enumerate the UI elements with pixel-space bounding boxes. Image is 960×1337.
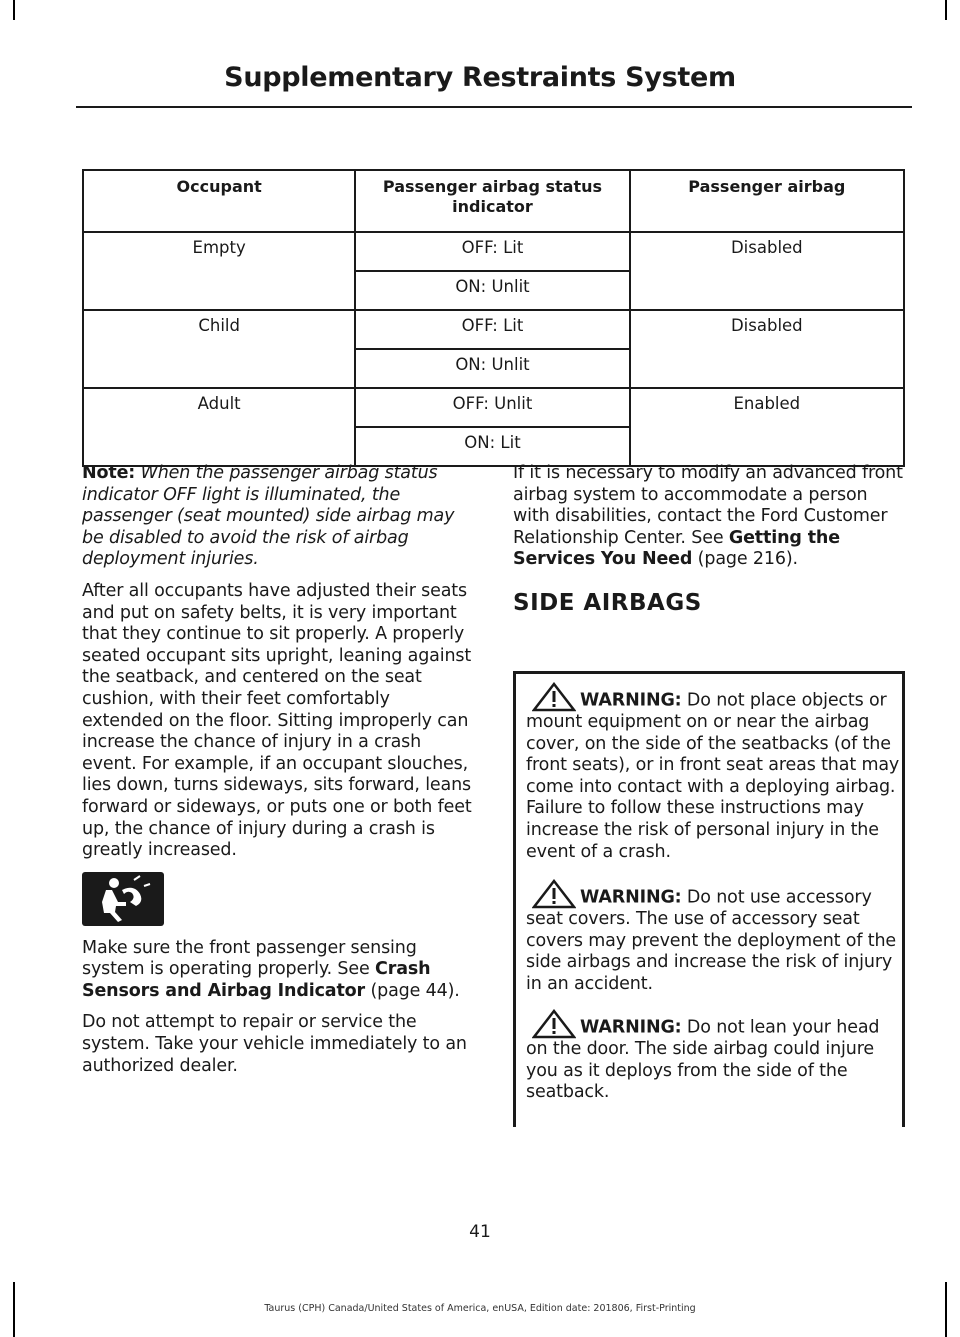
- note-paragraph: [82, 463, 474, 571]
- warning-text: Do not use accessory seat covers. The use of accessory seat covers may prevent the deployment of the side airbags and increase the risk of injury in an accident.: [526, 887, 897, 994]
- footer-text: Taurus (CPH) Canada/United States of America, enUSA, Edition date: 201806, First-Printing: [264, 1303, 696, 1314]
- warning-item: [526, 879, 901, 995]
- crash-sensors-link[interactable]: Crash Sensors and Airbag Indicator: [82, 959, 431, 1001]
- cell-occupant: Adult: [83, 388, 355, 466]
- cell-airbag: Disabled: [630, 232, 904, 310]
- column-header-airbag: Passenger airbag: [630, 170, 904, 232]
- airbag-indicator-icon: [82, 872, 164, 926]
- text-span: (page 44).: [365, 980, 460, 1001]
- cell-airbag: Enabled: [630, 388, 904, 466]
- note-label: Note:: [82, 463, 136, 483]
- table-row: [83, 388, 904, 427]
- warning-text: Do not place objects or mount equipment on or near the airbag cover, on the side of the seatbacks (of the front seats), or in front seat areas that may come into contact with a deploying airbag. Failure to follow these instructions may increase the risk of personal injury in the event of a crash.: [526, 690, 900, 862]
- warning-label: WARNING:: [580, 887, 682, 908]
- body-paragraph: After all occupants have adjusted their seats and put on safety belts, it is very important that they continue to sit properly. A properly seated occupant sits upright, leaning against the seatback, and centered on the seat cushion, with their feet comfortably extended on the floor. Sitting improperly can increase the chance of injury in a crash event. For example, if an occupant slouches, lies down, turns sideways, sits forward, leans forward or sideways, or puts one or both feet up, the chance of injury during a crash is greatly increased.: [82, 580, 472, 861]
- left-column: [82, 463, 474, 1087]
- airbag-person-icon: [82, 872, 164, 926]
- cell-indicator: OFF: Lit: [355, 310, 629, 349]
- warning-label: WARNING:: [580, 1017, 682, 1038]
- warning-triangle-icon: [532, 1009, 576, 1039]
- cell-occupant: Empty: [83, 232, 355, 310]
- table-row: [83, 232, 904, 271]
- page-number: 41: [469, 1222, 491, 1242]
- warning-triangle-icon: [532, 682, 576, 712]
- right-column: [513, 463, 905, 639]
- cell-occupant: Child: [83, 310, 355, 388]
- page-title: Supplementary Restraints System: [224, 62, 736, 93]
- section-heading: SIDE AIRBAGS: [513, 589, 702, 616]
- airbag-status-table: [82, 169, 905, 467]
- getting-services-link[interactable]: Getting the Services You Need: [513, 527, 840, 570]
- warning-item: [526, 682, 901, 863]
- text-span: If it is necessary to modify an advanced front airbag system to accommodate a person with disabilities, contact the Ford Customer Relationship Center. See: [513, 463, 903, 548]
- text-span: (page 216).: [692, 549, 798, 570]
- warning-item: [526, 1009, 901, 1104]
- warning-triangle-icon: [532, 879, 576, 909]
- body-paragraph: Do not attempt to repair or service the system. Take your vehicle immediately to an authorized dealer.: [82, 1012, 467, 1076]
- cell-indicator: ON: Unlit: [355, 271, 629, 310]
- text-span: Make sure the front passenger sensing system is operating properly. See: [82, 937, 417, 980]
- cell-indicator: OFF: Lit: [355, 232, 629, 271]
- header-rule: [76, 106, 912, 108]
- cell-indicator: ON: Unlit: [355, 349, 629, 388]
- cell-airbag: Disabled: [630, 310, 904, 388]
- cell-indicator: OFF: Unlit: [355, 388, 629, 427]
- warning-label: WARNING:: [580, 690, 682, 711]
- note-text: When the passenger airbag status indicator OFF light is illuminated, the passenger (seat mounted) side airbag may be disabled to avoid the risk of airbag deployment injuries.: [82, 463, 455, 570]
- crop-mark-top-left: [13, 0, 15, 20]
- warning-box: [513, 671, 905, 1127]
- body-paragraph: [513, 463, 905, 571]
- body-paragraph: [82, 938, 474, 1003]
- cell-indicator: ON: Lit: [355, 427, 629, 466]
- crop-mark-top-right: [945, 0, 947, 20]
- warning-text: Do not lean your head on the door. The side airbag could injure you as it deploys from the side of the seatback.: [526, 1017, 880, 1103]
- column-header-indicator: Passenger airbag status indicator: [355, 170, 629, 232]
- column-header-occupant: Occupant: [83, 170, 355, 232]
- table-row: [83, 310, 904, 349]
- table-header-row: [83, 170, 904, 232]
